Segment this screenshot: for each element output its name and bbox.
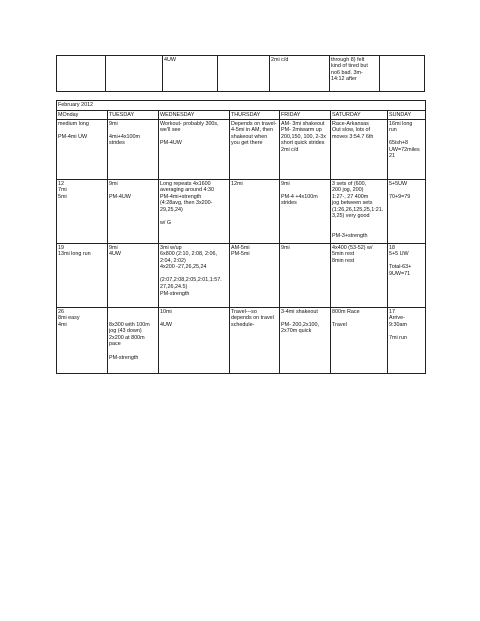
header-sunday: SUNDAY — [388, 111, 426, 120]
table-cell: 3-4mi shakeout PM- 200,2x100, 2x70m quick — [280, 308, 331, 374]
header-wednesday: WEDNESDAY — [159, 111, 230, 120]
table-cell: 17 Arrive- 9:30am 7mi run — [388, 308, 426, 374]
table-cell: 800m Race Travel — [331, 308, 388, 374]
table-cell: 26 8mi easy 4mi — [57, 308, 108, 374]
table-cell: Travel---so depends on travel schedule- — [230, 308, 280, 374]
table-cell: 8x300 with 100m jog (43 down) 2x200 at 800m pace PM-strength — [108, 308, 159, 374]
table-row — [57, 308, 426, 374]
table-cell: 5+5UW 70+9=79 — [388, 180, 426, 244]
table-cell: 3 sets of (600, 200 jog, 200) 1:27-, 27 400m jog between sets (1:26,26,125,25,1:21. 3,25) very good PM-3+strength — [331, 180, 388, 244]
table-cell: 12 7mi 5mi — [57, 180, 108, 244]
table-cell — [106, 56, 163, 92]
calendar-title-row — [57, 101, 426, 111]
table-cell: Depends on travel- 4-5mi in AM, then shakeout when you get there — [230, 120, 280, 180]
table-cell: 19 13mi long run — [57, 244, 108, 308]
table-cell: 18 5+5 UW Total-63+ 9UW=71 — [388, 244, 426, 308]
header-saturday: SATURDAY — [331, 111, 388, 120]
table-cell — [218, 56, 270, 92]
calendar-title: February 2012 — [57, 101, 426, 111]
table-cell: 3mi w/up 6x800 (2:10, 2:08, 2:06, 2:04, 2:02) 4x200 -27,26,25,24 (2:07,2:08,2:05,2:01,1:57. 27,26,24.5) PM-strength — [159, 244, 230, 308]
table-cell: AM- 3mi shakeout PM- 2miwarm up 200,150, 100, 2-3x short quick strides 2mi c/d — [280, 120, 331, 180]
table-cell: 10mi 4UW — [159, 308, 230, 374]
table-cell: Workout- probably 300s, we'll see PM-4UW — [159, 120, 230, 180]
header-friday: FRIDAY — [280, 111, 331, 120]
february-calendar-table — [56, 100, 426, 374]
table-cell: 2mi c/d — [270, 56, 330, 92]
header-tuesday: TUESDAY — [108, 111, 159, 120]
table-cell — [380, 56, 425, 92]
table-cell: 9mi PM-4 +4x100m strides — [280, 180, 331, 244]
weekday-header-row — [57, 111, 426, 120]
table-cell: Long repeats 4x1600 averaging around 4:30 PM-4mi+strength (4:28avg, then 3x200- 29,25,24) w/ G — [159, 180, 230, 244]
table-cell: 9mi PM-4UW — [108, 180, 159, 244]
table-cell: AM-5mi PM-5mi — [230, 244, 280, 308]
table-row — [57, 56, 425, 92]
header-thursday: THURSDAY — [230, 111, 280, 120]
table-cell: 4x400 (53-52) w/ 5min rest 8min rest — [331, 244, 388, 308]
table-cell: 9mi 4mi+4x100m strides — [108, 120, 159, 180]
table-cell: through 8) felt kind of tired but no6 bad. 3m- 14:12 after — [330, 56, 380, 92]
table-cell: 4UW — [163, 56, 218, 92]
table-cell: 16mi long run 65ish+8 UW=72miles 21 — [388, 120, 426, 180]
table-row — [57, 120, 426, 180]
table-row — [57, 244, 426, 308]
table-cell: Race-Arkansas Out slow, lots of moves 3:54.7 6th — [331, 120, 388, 180]
previous-week-table — [56, 55, 425, 92]
table-cell: medium long PM-4mi UW — [57, 120, 108, 180]
table-row — [57, 180, 426, 244]
table-cell: 9mi — [280, 244, 331, 308]
table-cell: 12mi — [230, 180, 280, 244]
table-cell — [57, 56, 106, 92]
table-cell: 9mi 4UW — [108, 244, 159, 308]
header-monday: MOnday — [57, 111, 108, 120]
